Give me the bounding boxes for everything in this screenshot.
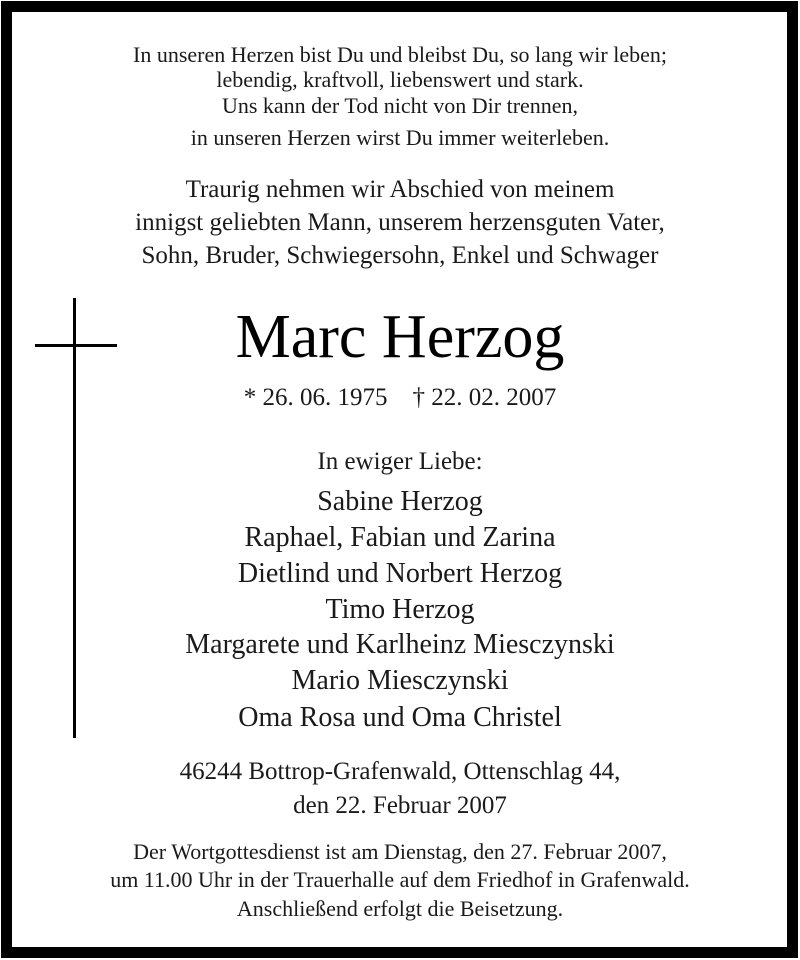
verse-line: lebendig, kraftvoll, liebenswert und stark. <box>216 67 584 92</box>
mourner: Sabine Herzog <box>317 486 483 517</box>
intro-line: innigst geliebten Mann, unserem herzensguten Vater, <box>135 209 665 236</box>
address-line: den 22. Februar 2007 <box>293 792 507 819</box>
service-line: um 11.00 Uhr in der Trauerhalle auf dem Friedhof in Grafenwald. <box>110 867 690 892</box>
mourner: Mario Miesczynski <box>291 665 509 696</box>
service-line: Anschließend erfolgt die Beisetzung. <box>236 896 564 921</box>
mourner: Dietlind und Norbert Herzog <box>237 558 563 589</box>
intro-line: Sohn, Bruder, Schwiegersohn, Enkel und Schwager <box>141 242 659 269</box>
address-line: 46244 Bottrop-Grafenwald, Ottenschlag 44, <box>179 758 621 785</box>
service-line: Der Wortgottesdienst ist am Dienstag, den 27. Februar 2007, <box>133 839 667 864</box>
mourner: Raphael, Fabian und Zarina <box>244 522 556 553</box>
mourner: Oma Rosa und Oma Christel <box>238 702 562 733</box>
mourner: Timo Herzog <box>325 594 475 625</box>
mourners-heading: In ewiger Liebe: <box>317 448 483 475</box>
verse-line: In unseren Herzen bist Du und bleibst Du, so lang wir leben; <box>133 42 667 67</box>
mourner: Margarete und Karlheinz Miesczynski <box>185 629 615 660</box>
verse-line: in unseren Herzen wirst Du immer weiterleben. <box>190 125 610 150</box>
intro-line: Traurig nehmen wir Abschied von meinem <box>185 176 615 203</box>
deceased-name: Marc Herzog <box>235 303 565 371</box>
verse-line: Uns kann der Tod nicht von Dir trennen, <box>221 93 579 118</box>
life-dates: * 26. 06. 1975 † 22. 02. 2007 <box>243 384 557 411</box>
